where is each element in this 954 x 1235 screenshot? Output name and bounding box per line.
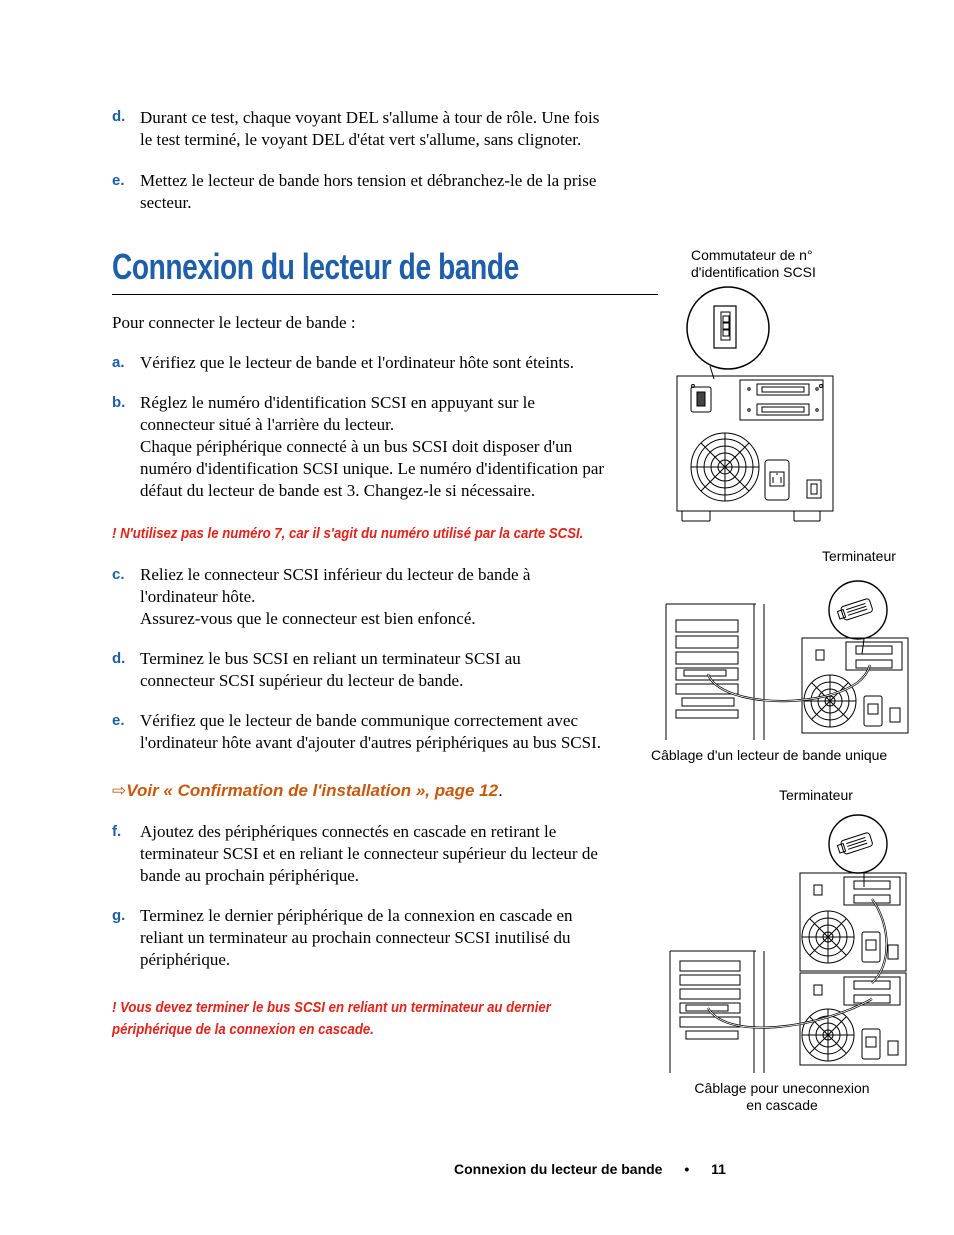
text-line: Réglez le numéro d'identification SCSI en appuyant sur le	[140, 393, 535, 412]
text-line: Terminez le bus SCSI en reliant un terminateur SCSI au	[140, 649, 521, 668]
text-line: connecteur SCSI supérieur du lecteur de bande.	[140, 671, 464, 690]
scsi-connectors-panel	[740, 380, 823, 420]
text-line: Durant ce test, chaque voyant DEL s'allume à tour de rôle. Une fois	[140, 108, 600, 127]
figure2-single-drive-cabling-illustration	[656, 578, 916, 740]
text-line: bande au prochain périphérique.	[140, 866, 360, 885]
text-line: Ajoutez des périphériques connectés en cascade en retirant le	[140, 822, 557, 841]
step-letter-b: b.	[112, 394, 126, 411]
step-letter-g: g.	[112, 907, 126, 924]
text-line: le test terminé, le voyant DEL d'état vert s'allume, sans clignoter.	[140, 130, 582, 149]
terminator-icon	[837, 832, 874, 856]
figure2-terminator-label: Terminateur	[822, 548, 896, 564]
text-line: l'ordinateur hôte avant d'ajouter d'autres périphériques au bus SCSI.	[140, 733, 601, 752]
text-line: périphérique.	[140, 950, 231, 969]
text-line: Câblage pour uneconnexion	[694, 1080, 870, 1096]
text-line: numéro d'identification SCSI unique. Le numéro d'identification par	[140, 459, 605, 478]
text-line: Reliez le connecteur SCSI inférieur du lecteur de bande à	[140, 565, 531, 584]
step-letter-d: d.	[112, 650, 126, 667]
step-paragraph-c	[140, 564, 660, 630]
see-also-link[interactable]	[112, 781, 503, 801]
text-line: Commutateur de n°	[691, 247, 813, 263]
text-line: d'identification SCSI	[691, 264, 816, 280]
intro-letter-e: e.	[112, 172, 125, 189]
host-computer-icon	[670, 951, 764, 1073]
warning-scsi-id-7: ! N'utilisez pas le numéro 7, car il s'agit du numéro utilisé par la carte SCSI.	[112, 525, 584, 542]
power-inlet-icon	[765, 460, 789, 500]
warning-terminate-cascade	[112, 997, 605, 1041]
arrow-right-icon: ⇨	[112, 781, 127, 800]
host-computer-icon	[666, 604, 764, 740]
step-letter-e: e.	[112, 712, 125, 729]
intro-letter-d: d.	[112, 108, 126, 125]
zoom-circle	[687, 287, 769, 369]
see-also-text[interactable]: Voir « Confirmation de l'installation », page 12	[126, 781, 499, 800]
tape-drive-icon	[800, 973, 906, 1065]
terminator-icon	[837, 598, 874, 622]
text-line: en cascade	[746, 1097, 818, 1113]
footer-title: Connexion du lecteur de bande	[454, 1161, 663, 1177]
text-line: l'ordinateur hôte.	[140, 587, 256, 606]
see-also-period: .	[498, 781, 503, 800]
text-line: Mettez le lecteur de bande hors tension et débranchez-le de la prise	[140, 171, 597, 190]
footer-bullet: •	[684, 1161, 690, 1177]
intro-paragraph-e	[140, 170, 660, 214]
figure3-terminator-label: Terminateur	[779, 787, 853, 803]
text-line: secteur.	[140, 193, 192, 212]
text-line: périphérique de la connexion en cascade.	[112, 1021, 374, 1038]
step-paragraph-e	[140, 710, 680, 754]
intro-paragraph-d	[140, 107, 660, 151]
figure1-drive-rear-illustration	[670, 284, 840, 526]
page-footer	[454, 1161, 726, 1177]
step-letter-f: f.	[112, 823, 122, 840]
text-line: reliant un terminateur au prochain connecteur SCSI inutilisé du	[140, 928, 571, 947]
step-letter-c: c.	[112, 566, 125, 583]
figure3-cascade-cabling-illustration	[656, 815, 912, 1073]
page-number: 11	[711, 1161, 726, 1177]
text-line: Terminez le dernier périphérique de la connexion en cascade en	[140, 906, 573, 925]
section-title: Connexion du lecteur de bande	[112, 246, 519, 287]
text-line: Chaque périphérique connecté à un bus SCSI doit disposer d'un	[140, 437, 573, 456]
text-line: Assurez-vous que le connecteur est bien enfoncé.	[140, 609, 476, 628]
step-paragraph-g	[140, 905, 660, 971]
figure3-caption	[680, 1080, 884, 1114]
lead-text: Pour connecter le lecteur de bande :	[112, 313, 356, 332]
step-letter-a: a.	[112, 354, 125, 371]
figure2-caption: Câblage d'un lecteur de bande unique	[651, 747, 888, 763]
step-paragraph-a	[140, 352, 660, 374]
text-line: Vérifiez que le lecteur de bande communique correctement avec	[140, 711, 578, 730]
fan-icon	[691, 433, 759, 501]
step-paragraph-f	[140, 821, 660, 887]
figure1-caption	[691, 247, 816, 281]
text-line: défaut du lecteur de bande est 3. Changez-le si nécessaire.	[140, 481, 536, 500]
text-line: connecteur situé à l'arrière du lecteur.	[140, 415, 395, 434]
power-switch-icon	[807, 480, 821, 498]
step-paragraph-d	[140, 648, 660, 692]
step-paragraph-b	[140, 392, 660, 502]
tape-drive-icon	[800, 873, 906, 971]
text-line: Vérifiez que le lecteur de bande et l'ordinateur hôte sont éteints.	[140, 353, 575, 372]
text-line: terminateur SCSI et en reliant le connecteur supérieur du lecteur de	[140, 844, 598, 863]
text-line: ! Vous devez terminer le bus SCSI en reliant un terminateur au dernier	[112, 999, 551, 1016]
heading-rule	[112, 294, 658, 295]
